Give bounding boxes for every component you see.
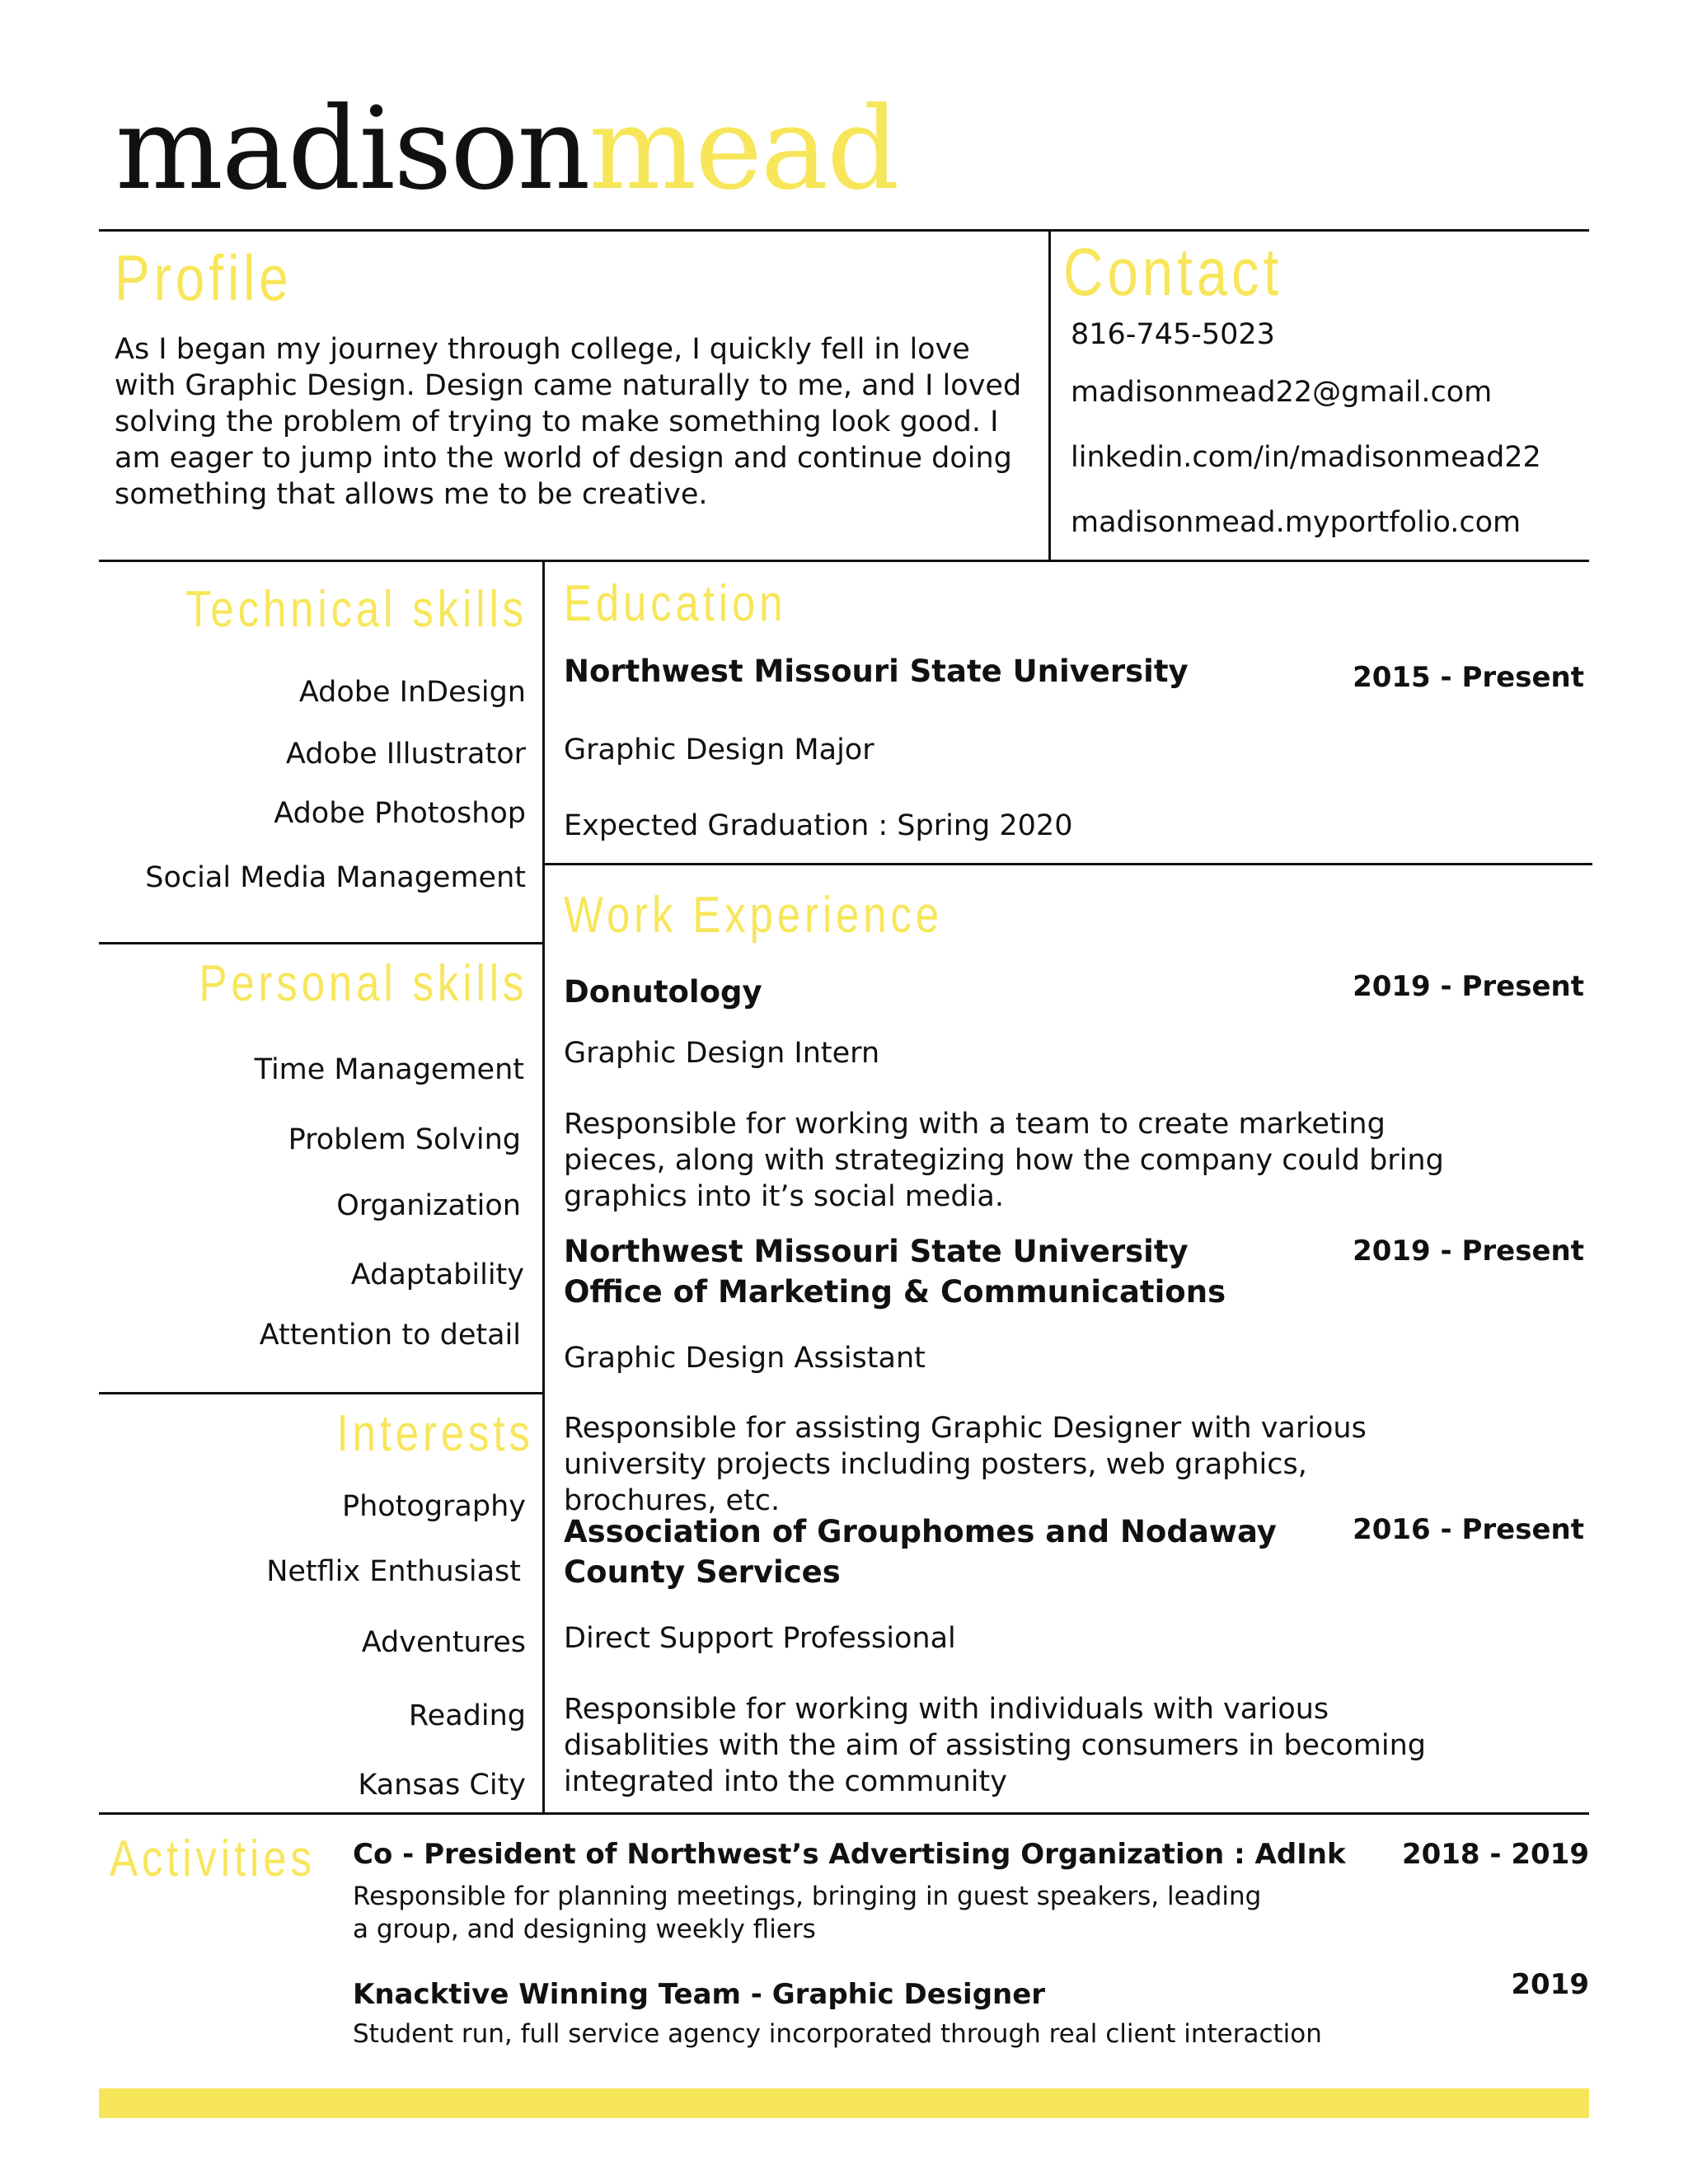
job-title: Direct Support Professional [564, 1622, 956, 1655]
divider-sidebar [542, 560, 545, 1814]
divider-above-activities [99, 1812, 1589, 1815]
job-dates: 2019 - Present [1353, 970, 1584, 1003]
work-experience-heading: Work Experience [564, 887, 943, 944]
interest-item: Kansas City [358, 1769, 526, 1802]
job-description: Responsible for working with a team to create marketing pieces, along with strategizing how the company could bring graphics into it’s social media. [564, 1108, 1444, 1213]
interest-item: Netflix Enthusiast [266, 1555, 521, 1588]
personal-skill-item: Time Management [254, 1053, 524, 1086]
education-dates: 2015 - Present [1353, 661, 1584, 694]
technical-skill-item: Adobe Photoshop [274, 797, 526, 830]
technical-skill-item: Adobe Illustrator [285, 738, 526, 771]
divider-education-work [542, 863, 1592, 865]
education-school: Northwest Missouri State University [564, 654, 1189, 689]
technical-skill-item: Adobe InDesign [298, 676, 526, 709]
personal-skills-heading: Personal skills [199, 955, 528, 1012]
job-org-line2: Office of Marketing & Communications [564, 1274, 1226, 1310]
job-org-line2: County Services [564, 1554, 841, 1590]
personal-skill-item: Organization [336, 1189, 521, 1222]
activity-description: Responsible for planning meetings, bringing in guest speakers, leading a group, and designing weekly fliers [353, 1882, 1262, 1944]
interest-item: Reading [408, 1699, 526, 1732]
last-name: mead [588, 82, 898, 215]
interest-item: Adventures [361, 1626, 526, 1659]
job-dates: 2019 - Present [1353, 1235, 1584, 1268]
job-dates: 2016 - Present [1353, 1513, 1584, 1546]
job-org: Northwest Missouri State University [564, 1234, 1189, 1269]
technical-skill-item: Social Media Management [145, 861, 526, 894]
divider-top [99, 229, 1589, 232]
activity-dates: 2019 [1511, 1968, 1589, 2001]
divider-personal-interests [99, 1392, 544, 1394]
personal-skill-item: Adaptability [350, 1258, 524, 1291]
job-description: Responsible for working with individuals with various disablities with the aim of assisting consumers in becoming integrated into the community [564, 1693, 1426, 1798]
first-name: madison [115, 82, 589, 215]
profile-text: As I began my journey through college, I quickly fell in love with Graphic Design. Design came naturally to me, and I loved solving the problem of trying to make something look good. I am eager to jump into the world of design and continue doing something that allows me to be creative. [115, 333, 1022, 511]
contact-portfolio: madisonmead.myportfolio.com [1071, 506, 1522, 539]
education-graduation: Expected Graduation : Spring 2020 [564, 809, 1073, 842]
activity-dates: 2018 - 2019 [1401, 1838, 1589, 1871]
job-title: Graphic Design Assistant [564, 1342, 926, 1375]
contact-phone: 816-745-5023 [1071, 318, 1275, 351]
technical-skills-heading: Technical skills [185, 581, 528, 638]
job-description: Responsible for assisting Graphic Designer with various university projects including posters, web graphics, brochures, etc. [564, 1412, 1367, 1517]
job-org: Association of Grouphomes and Nodaway [564, 1514, 1277, 1549]
contact-email: madisonmead22@gmail.com [1071, 376, 1493, 409]
interest-item: Photography [341, 1490, 526, 1523]
contact-heading: Contact [1063, 235, 1283, 310]
personal-skill-item: Attention to detail [259, 1319, 521, 1352]
activity-title: Knacktive Winning Team - Graphic Designer [353, 1978, 1046, 2011]
activity-description: Student run, full service agency incorporated through real client interaction [353, 2019, 1322, 2049]
job-title: Graphic Design Intern [564, 1037, 880, 1070]
contact-linkedin: linkedin.com/in/madisonmead22 [1071, 441, 1541, 474]
profile-heading: Profile [115, 241, 293, 314]
divider-profile-contact [1048, 229, 1051, 561]
activities-heading: Activities [110, 1830, 316, 1887]
education-major: Graphic Design Major [564, 733, 874, 766]
divider-technical-personal [99, 942, 544, 944]
interests-heading: Interests [336, 1405, 534, 1462]
resume-name [115, 82, 898, 215]
job-org: Donutology [564, 974, 762, 1010]
divider-below-profile [99, 560, 1589, 562]
footer-accent-bar [99, 2088, 1589, 2118]
activity-title: Co - President of Northwest’s Advertising Organization : AdInk [353, 1838, 1346, 1871]
personal-skill-item: Problem Solving [288, 1123, 521, 1156]
education-heading: Education [564, 575, 787, 632]
